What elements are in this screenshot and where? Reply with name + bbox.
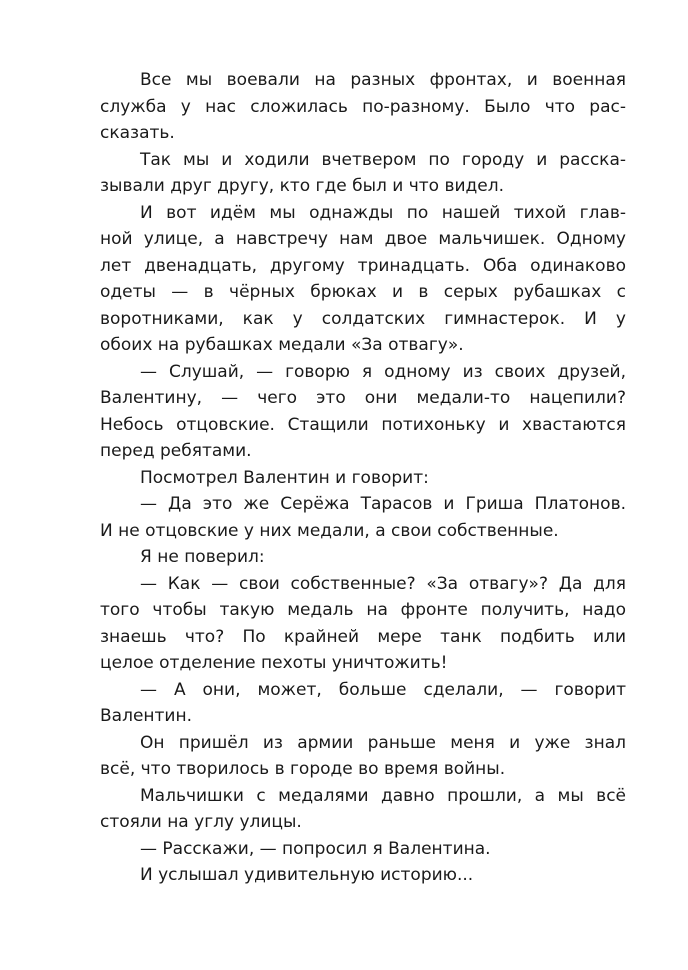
text-line: зывали друг другу, кто где был и что видел. bbox=[100, 176, 505, 196]
text-line: Валентин. bbox=[100, 706, 192, 726]
text-line: — Как — свои собственные? «За отвагу»? Да для bbox=[140, 573, 626, 594]
text-line: Валентину, — чего это они медали-то нацепили? bbox=[100, 388, 626, 408]
text-line: воротниками, как у солдатских гимнастерок. И у bbox=[100, 308, 626, 329]
text-line: одеты — в чёрных брюках и в серых рубашках с bbox=[100, 282, 626, 302]
text-line: целое отделение пехоты уничтожить! bbox=[100, 653, 448, 673]
text-line: Посмотрел Валентин и говорит: bbox=[140, 467, 429, 488]
text-line: служба у нас сложилась по-разному. Было что рас- bbox=[100, 96, 626, 117]
text-line: знаешь что? По крайней мере танк подбить или bbox=[100, 626, 626, 647]
text-line: — Да это же Серёжа Тарасов и Гриша Платонов. bbox=[140, 494, 626, 514]
text-line: ной улице, а навстречу нам двое мальчишек. Одному bbox=[100, 229, 626, 249]
text-line: Мальчишки с медалями давно прошли, а мы всё bbox=[140, 785, 626, 806]
text-line: Он пришёл из армии раньше меня и уже знал bbox=[140, 732, 626, 753]
text-line: стояли на углу улицы. bbox=[100, 812, 302, 832]
text-line: сказать. bbox=[100, 123, 175, 143]
text-line: всё, что творилось в городе во время войны. bbox=[100, 759, 506, 779]
page-text bbox=[100, 67, 626, 889]
text-line: лет двенадцать, другому тринадцать. Оба одинаково bbox=[100, 255, 626, 276]
text-line: Все мы воевали на разных фронтах, и военная bbox=[140, 70, 626, 90]
text-line: — Слушай, — говорю я одному из своих друзей, bbox=[140, 361, 626, 382]
text-line: того чтобы такую медаль на фронте получить, надо bbox=[100, 600, 626, 620]
text-line: И не отцовские у них медали, а свои собственные. bbox=[100, 520, 559, 541]
text-line: — А они, может, больше сделали, — говорит bbox=[140, 679, 626, 700]
text-line: Небось отцовские. Стащили потихоньку и хвастаются bbox=[100, 414, 626, 435]
text-line: перед ребятами. bbox=[100, 441, 252, 461]
text-line: И услышал удивительную историю... bbox=[140, 865, 474, 885]
text-line: Я не поверил: bbox=[140, 547, 265, 567]
text-line: И вот идём мы однажды по нашей тихой глав- bbox=[140, 202, 626, 223]
text-line: обоих на рубашках медали «За отвагу». bbox=[100, 335, 464, 355]
text-line: — Расскажи, — попросил я Валентина. bbox=[140, 838, 491, 859]
text-line: Так мы и ходили вчетвером по городу и расска- bbox=[140, 149, 626, 170]
